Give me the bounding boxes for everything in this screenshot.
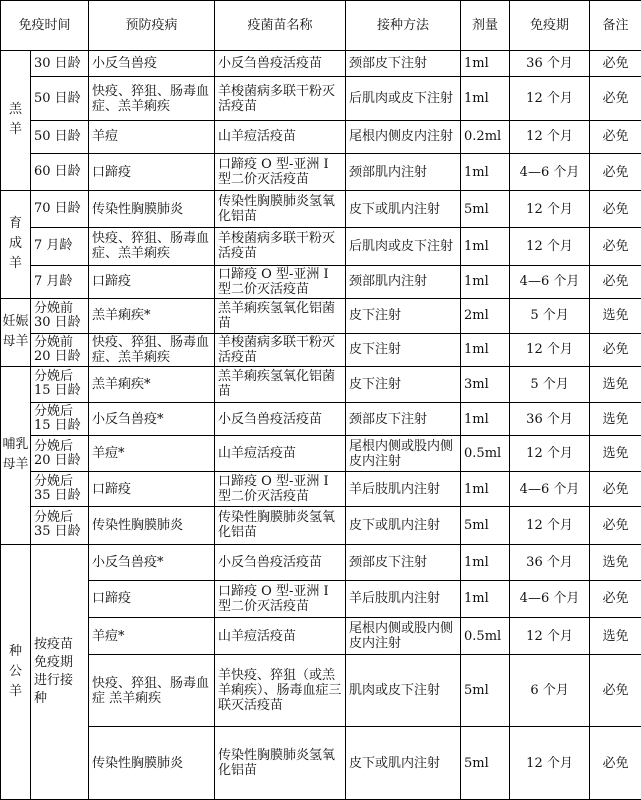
header-method: 接种方法	[346, 1, 461, 51]
vaccine-cell: 小反刍兽疫活疫苗	[215, 402, 346, 435]
note-cell: 必免	[590, 153, 641, 190]
time-cell: 50 日龄	[31, 77, 89, 120]
vaccine-cell: 山羊痘活疫苗	[215, 120, 346, 153]
disease-cell: 口蹄疫	[89, 472, 215, 507]
period-cell: 4—6 个月	[510, 580, 590, 617]
dose-cell: 5ml	[461, 655, 510, 727]
note-cell: 必免	[590, 580, 641, 617]
method-cell: 尾根内侧或股内侧皮内注射	[346, 617, 461, 654]
vaccine-cell: 传染性胸膜肺炎氢氧化铝苗	[215, 507, 346, 544]
vaccine-cell: 口蹄疫 O 型-亚洲 I 型二价灭活疫苗	[215, 580, 346, 617]
time-cell: 60 日龄	[31, 153, 89, 190]
note-cell: 选免	[590, 366, 641, 402]
note-cell: 必免	[590, 507, 641, 544]
time-cell: 分娩后 20 日龄	[31, 436, 89, 472]
vaccine-cell: 口蹄疫 O 型-亚洲 I 型二价灭活疫苗	[215, 265, 346, 298]
table-row	[1, 153, 641, 190]
period-cell: 36 个月	[510, 402, 590, 435]
disease-cell: 快疫、猝狙、肠毒血症、羔羊痢疾	[89, 77, 215, 120]
note-cell: 必免	[590, 191, 641, 228]
method-cell: 颈部皮下注射	[346, 402, 461, 435]
disease-cell: 小反刍兽疫*	[89, 402, 215, 435]
disease-cell: 快疫、猝狙、肠毒血症、羔羊痢疾	[89, 333, 215, 366]
time-cell: 分娩后 15 日龄	[31, 366, 89, 402]
header-row	[1, 1, 641, 51]
method-cell: 羊后肢肌内注射	[346, 580, 461, 617]
note-cell: 必免	[590, 655, 641, 727]
dose-cell: 1ml	[461, 472, 510, 507]
dose-cell: 1ml	[461, 50, 510, 77]
method-cell: 皮下注射	[346, 333, 461, 366]
dose-cell: 5ml	[461, 507, 510, 544]
dose-cell: 1ml	[461, 265, 510, 298]
note-cell: 必免	[590, 333, 641, 366]
period-cell: 36 个月	[510, 544, 590, 580]
table-row	[1, 333, 641, 366]
method-cell: 后肌肉或皮下注射	[346, 228, 461, 265]
vaccine-cell: 小反刍兽疫活疫苗	[215, 50, 346, 77]
table-row	[1, 727, 641, 800]
table-row	[1, 366, 641, 402]
dose-cell: 3ml	[461, 366, 510, 402]
dose-cell: 1ml	[461, 333, 510, 366]
table-row	[1, 544, 641, 580]
dose-cell: 1ml	[461, 228, 510, 265]
table-row	[1, 228, 641, 265]
table-row	[1, 617, 641, 654]
method-cell: 后肌肉或皮下注射	[346, 77, 461, 120]
time-cell: 分娩前 20 日龄	[31, 333, 89, 366]
note-cell: 选免	[590, 617, 641, 654]
period-cell: 12 个月	[510, 120, 590, 153]
method-cell: 颈部肌内注射	[346, 265, 461, 298]
disease-cell: 传染性胸膜肺炎	[89, 727, 215, 800]
time-cell: 70 日龄	[31, 191, 89, 228]
method-cell: 尾根内侧皮内注射	[346, 120, 461, 153]
note-cell: 选免	[590, 402, 641, 435]
table-row	[1, 298, 641, 333]
vaccine-cell: 羊梭菌病多联干粉灭活疫苗	[215, 333, 346, 366]
period-cell: 12 个月	[510, 727, 590, 800]
time-cell: 分娩后 15 日龄	[31, 402, 89, 435]
table-row	[1, 265, 641, 298]
dose-cell: 1ml	[461, 153, 510, 190]
method-cell: 颈部肌内注射	[346, 153, 461, 190]
time-cell: 7 月龄	[31, 228, 89, 265]
time-cell: 7 月龄	[31, 265, 89, 298]
disease-cell: 小反刍兽疫	[89, 50, 215, 77]
disease-cell: 快疫、猝狙、肠毒血症 羔羊痢疾	[89, 655, 215, 727]
disease-cell: 传染性胸膜肺炎	[89, 507, 215, 544]
vaccine-cell: 羊快疫、猝狙（或羔羊痢疾）、肠毒血症三联灭活疫苗	[215, 655, 346, 727]
disease-cell: 羔羊痢疾*	[89, 366, 215, 402]
period-cell: 4—6 个月	[510, 153, 590, 190]
group-category: 羔羊	[1, 50, 31, 191]
vaccine-cell: 口蹄疫 O 型-亚洲 I 型二价灭活疫苗	[215, 472, 346, 507]
table-row	[1, 402, 641, 435]
disease-cell: 口蹄疫	[89, 580, 215, 617]
vaccine-cell: 传染性胸膜肺炎氢氧化铝苗	[215, 727, 346, 800]
note-cell: 必免	[590, 727, 641, 800]
vaccine-cell: 羊梭菌病多联干粉灭活疫苗	[215, 228, 346, 265]
note-cell: 选免	[590, 436, 641, 472]
disease-cell: 快疫、猝狙、肠毒血症、羔羊痢疾	[89, 228, 215, 265]
method-cell: 皮下或肌内注射	[346, 191, 461, 228]
method-cell: 颈部皮下注射	[346, 50, 461, 77]
header-note: 备注	[590, 1, 641, 51]
dose-cell: 1ml	[461, 580, 510, 617]
dose-cell: 1ml	[461, 544, 510, 580]
time-cell: 按疫苗免疫期进行接种	[31, 544, 89, 799]
vaccine-cell: 羔羊痢疾氢氧化铝菌苗	[215, 298, 346, 333]
note-cell: 必免	[590, 77, 641, 120]
note-cell: 选免	[590, 544, 641, 580]
time-cell: 30 日龄	[31, 50, 89, 77]
table-row	[1, 655, 641, 727]
header-period: 免疫期	[510, 1, 590, 51]
method-cell: 肌肉或皮下注射	[346, 655, 461, 727]
disease-cell: 口蹄疫	[89, 265, 215, 298]
note-cell: 必免	[590, 472, 641, 507]
table-row	[1, 77, 641, 120]
disease-cell: 传染性胸膜肺炎	[89, 191, 215, 228]
time-cell: 分娩前 30 日龄	[31, 298, 89, 333]
note-cell: 必免	[590, 120, 641, 153]
header-dose: 剂量	[461, 1, 510, 51]
table-row	[1, 507, 641, 544]
period-cell: 12 个月	[510, 191, 590, 228]
note-cell: 必免	[590, 228, 641, 265]
disease-cell: 小反刍兽疫*	[89, 544, 215, 580]
dose-cell: 0.2ml	[461, 120, 510, 153]
period-cell: 12 个月	[510, 228, 590, 265]
note-cell: 必免	[590, 50, 641, 77]
vaccine-cell: 传染性胸膜肺炎氢氧化铝苗	[215, 191, 346, 228]
group-category: 育成羊	[1, 191, 31, 298]
period-cell: 12 个月	[510, 507, 590, 544]
method-cell: 羊后肢肌内注射	[346, 472, 461, 507]
period-cell: 12 个月	[510, 77, 590, 120]
disease-cell: 羊痘*	[89, 617, 215, 654]
method-cell: 皮下注射	[346, 298, 461, 333]
header-vaccine: 疫菌苗名称	[215, 1, 346, 51]
header-disease: 预防疫病	[89, 1, 215, 51]
disease-cell: 羊痘*	[89, 436, 215, 472]
vaccine-cell: 羊梭菌病多联干粉灭活疫苗	[215, 77, 346, 120]
period-cell: 4—6 个月	[510, 472, 590, 507]
period-cell: 6 个月	[510, 655, 590, 727]
note-cell: 必免	[590, 265, 641, 298]
table-row	[1, 191, 641, 228]
time-cell: 分娩后 35 日龄	[31, 472, 89, 507]
period-cell: 5 个月	[510, 366, 590, 402]
dose-cell: 0.5ml	[461, 617, 510, 654]
table-row	[1, 472, 641, 507]
dose-cell: 2ml	[461, 298, 510, 333]
period-cell: 12 个月	[510, 617, 590, 654]
method-cell: 颈部皮下注射	[346, 544, 461, 580]
vaccine-cell: 口蹄疫 O 型-亚洲 I 型二价灭活疫苗	[215, 153, 346, 190]
vaccine-cell: 山羊痘活疫苗	[215, 436, 346, 472]
method-cell: 皮下注射	[346, 366, 461, 402]
group-category: 妊娠母羊	[1, 298, 31, 366]
dose-cell: 5ml	[461, 191, 510, 228]
dose-cell: 1ml	[461, 77, 510, 120]
note-cell: 选免	[590, 298, 641, 333]
dose-cell: 0.5ml	[461, 436, 510, 472]
period-cell: 12 个月	[510, 333, 590, 366]
period-cell: 36 个月	[510, 50, 590, 77]
time-cell: 50 日龄	[31, 120, 89, 153]
disease-cell: 羔羊痢疾*	[89, 298, 215, 333]
table-row	[1, 120, 641, 153]
time-cell: 分娩后 35 日龄	[31, 507, 89, 544]
method-cell: 尾根内侧或股内侧皮内注射	[346, 436, 461, 472]
vaccine-cell: 小反刍兽疫活疫苗	[215, 544, 346, 580]
method-cell: 皮下或肌内注射	[346, 727, 461, 800]
vaccine-cell: 羔羊痢疾氢氧化铝菌苗	[215, 366, 346, 402]
period-cell: 5 个月	[510, 298, 590, 333]
header-time: 免疫时间	[1, 1, 89, 51]
table-row	[1, 436, 641, 472]
period-cell: 4—6 个月	[510, 265, 590, 298]
period-cell: 12 个月	[510, 436, 590, 472]
dose-cell: 5ml	[461, 727, 510, 800]
disease-cell: 羊痘	[89, 120, 215, 153]
vaccine-cell: 山羊痘活疫苗	[215, 617, 346, 654]
method-cell: 皮下或肌内注射	[346, 507, 461, 544]
table-row	[1, 580, 641, 617]
disease-cell: 口蹄疫	[89, 153, 215, 190]
dose-cell: 1ml	[461, 402, 510, 435]
group-category: 种公羊	[1, 544, 31, 799]
table-row	[1, 50, 641, 77]
group-category: 哺乳母羊	[1, 366, 31, 544]
